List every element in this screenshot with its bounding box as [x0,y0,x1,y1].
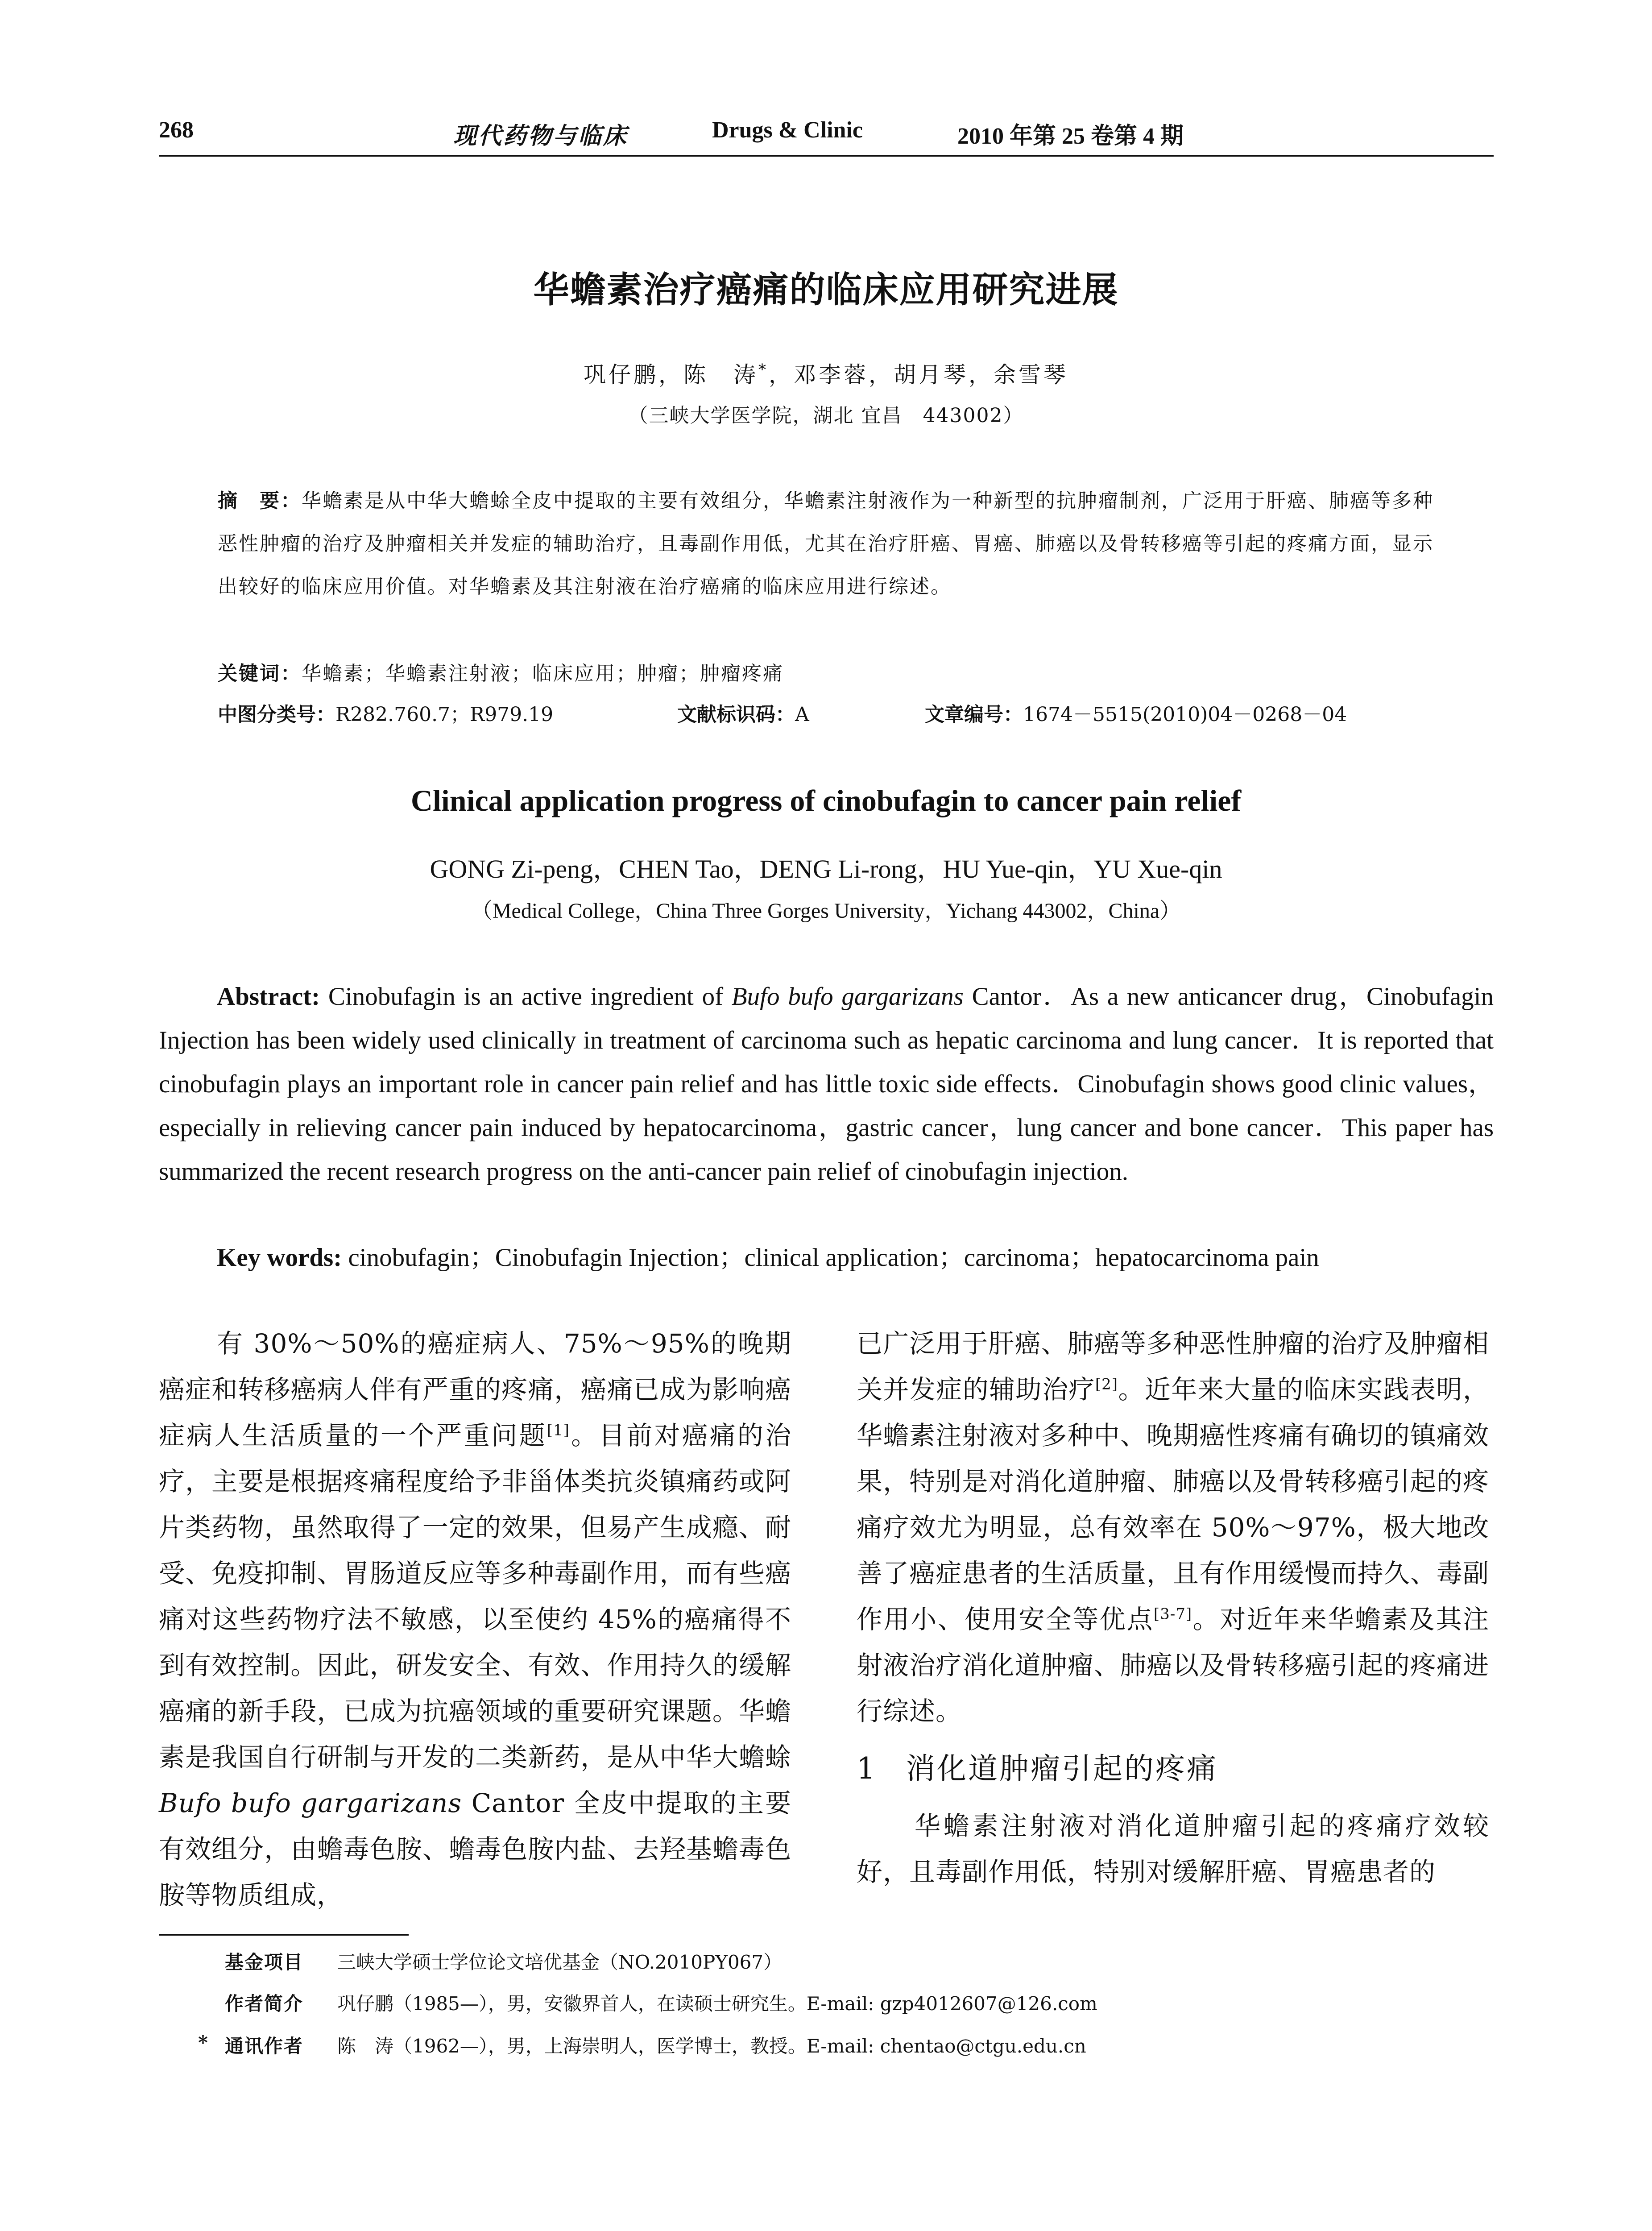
page-number: 268 [159,117,194,143]
authors-cn [0,357,1652,389]
intro-text-c: Cantor 全皮中提取的主要有效组分，由蟾毒色胺、蟾毒色胺内盐、去羟基蟾毒色胺等物质组成， [159,1788,791,1910]
clc-label: 中图分类号： [218,703,335,726]
keywords-cn-text: 华蟾素；华蟾素注射液；临床应用；肿瘤；肿瘤疼痛 [302,662,784,685]
body-column-right [857,1321,1489,1895]
keywords-en-label: Key words: [217,1244,342,1272]
footnote-star: * [198,2032,208,2053]
authors-en: GONG Zi-peng，CHEN Tao，DENG Li-rong，HU Yue-qin，YU Xue-qin [430,854,1222,883]
citation-ref[interactable]: [3-7] [1153,1605,1192,1623]
footnote-text: 三峡大学硕士学位论文培优基金（NO.2010PY067） [337,1951,783,1973]
doc-code-label: 文献标识码： [677,703,795,726]
footnote-text: 巩仔鹏（1985—），男，安徽界首人，在读硕士研究生。E-mail: gzp4012607@126.com [337,1993,1097,2015]
body-column-left [159,1321,791,1918]
issue-info: 2010 年第 25 卷第 4 期 [957,124,1184,149]
intro-text-d: 。近年来大量的临床实践表明，华蟾素注射液对多种中、晚期癌性疼痛有确切的镇痛效果，特别是对消化道肿瘤、肺癌以及骨转移癌引起的疼痛疗效尤为明显，总有效率在 50%～97%，极大地改善了癌症患者的生活质量，且有作用缓慢而持久、毒副作用小、使用安全等优点 [857,1374,1489,1634]
keywords-cn-label: 关键词： [218,662,302,685]
section-heading [857,1740,1489,1798]
intro-text-e: 。对近年来华蟾素及其注射液治疗消化道肿瘤、肺癌以及骨转移癌引起的疼痛进行综述。 [857,1604,1489,1726]
section-number: 1 [857,1751,877,1786]
clc-number [218,698,553,727]
intro-text-c-cont: 已广泛用于肝癌、肺癌等多种恶性肿瘤的治疗及肿瘤相关并发症的辅助治疗 [857,1328,1489,1405]
abstract-cn-text: 华蟾素是从中华大蟾蜍全皮中提取的主要有效组分，华蟾素注射液作为一种新型的抗肿瘤制剂，广泛用于肝癌、肺癌等多种恶性肿瘤的治疗及肿瘤相关并发症的辅助治疗，且毒副作用低，尤其在治疗肝癌、胃癌、肺癌以及骨转移癌等引起的疼痛方面，显示出较好的临床应用价值。对华蟾素及其注射液在治疗癌痛的临床应用进行综述。 [218,489,1434,598]
journal-name-cn: 现代药物与临床 [453,122,629,149]
citation-ref[interactable]: [1] [547,1421,570,1439]
affiliation-en: （Medical College，China Three Gorges University，Yichang 443002，China） [471,899,1181,923]
intro-text-a: 有 30%～50%的癌症病人、75%～95%的晚期癌症和转移癌病人伴有严重的疼痛，癌痛已成为影响癌症病人生活质量的一个严重问题 [159,1328,791,1451]
corresponding-mark: * [758,361,769,379]
species-name: Bufo bufo gargarizans [731,983,964,1011]
section-title: 消化道肿瘤引起的疼痛 [906,1751,1218,1786]
footnote-funding [159,1948,1494,1979]
article-number [925,698,1347,727]
footnote-author-bio [159,1989,1494,2020]
abstract-en [159,975,1494,1194]
affiliation-cn: （三峡大学医学院，湖北 宜昌 443002） [628,404,1024,427]
classification-line [218,698,1467,734]
article-title-en: Clinical application progress of cinobufagin to cancer pain relief [410,784,1242,817]
journal-name-en: Drugs & Clinic [712,117,863,143]
doc-code-value: A [795,703,809,726]
clc-value: R282.760.7；R979.19 [335,703,554,726]
footnote-corresponding [159,2032,1494,2063]
footnote-label: 作者简介 [225,1993,304,2015]
keywords-cn [218,652,1449,695]
footnote-label: 通讯作者 [225,2035,304,2057]
species-name-body: Bufo bufo gargarizans [159,1788,462,1818]
keywords-en-text: cinobufagin；Cinobufagin Injection；clinical application；carcinoma；hepatocarcinoma pain [342,1244,1319,1272]
citation-ref[interactable]: [2] [1095,1375,1118,1393]
author-list-part: 巩仔鹏，陈 涛 [584,362,758,388]
keywords-en [217,1236,1494,1280]
intro-paragraph-cont [857,1321,1489,1734]
author-list-rest: ，邓李蓉，胡月琴，余雪琴 [769,362,1068,388]
article-number-value: 1674－5515(2010)04－0268－04 [1023,703,1347,726]
article-title-cn: 华蟾素治疗癌痛的临床应用研究进展 [533,269,1119,311]
abstract-cn-label: 摘 要： [218,489,302,512]
intro-paragraph [159,1321,791,1918]
section-1-paragraph: 华蟾素注射液对消化道肿瘤引起的疼痛疗效较好，且毒副作用低，特别对缓解肝癌、胃癌患者的 [857,1811,1489,1887]
abstract-cn [218,480,1449,608]
intro-text-b: 。目前对癌痛的治疗，主要是根据疼痛程度给予非甾体类抗炎镇痛药或阿片类药物，虽然取得了一定的效果，但易产生成瘾、耐受、免疫抑制、胃肠道反应等多种毒副作用，而有些癌痛对这些药物疗法不敏感，以至使约 45%的癌痛得不到有效控制。因此，研发安全、有效、作用持久的缓解癌痛的新手段，已成为抗癌领域的重要研究课题。华蟾素是我国自行研制与开发的二类新药，是从中华大蟾蜍 [159,1420,791,1772]
footnote-rule [159,1934,409,1936]
running-header [159,117,1497,153]
header-rule [159,155,1494,157]
article-number-label: 文章编号： [925,703,1023,726]
footnote-label: 基金项目 [225,1951,304,1973]
abstract-en-text-2: Cantor．As a new anticancer drug，Cinobufagin Injection has been widely used clinically in treatment of carcinoma such as hepatic carcinoma and lung cancer．It is reported that cinobufagin plays an important role in cancer pain relief and has little toxic side effects．Cinobufagin shows good clinic values，especially in relieving cancer pain induced by hepatocarcinoma，gastric cancer，lung cancer and bone cancer．This paper has summarized the recent research progress on the anti-cancer pain relief of cinobufagin injection. [159,983,1494,1186]
abstract-en-label: Abstract: [217,983,320,1011]
document-code [677,698,809,727]
abstract-en-text-1: Cinobufagin is an active ingredient of [320,983,732,1011]
footnote-text: 陈 涛（1962—），男，上海崇明人，医学博士，教授。E-mail: chentao@ctgu.edu.cn [337,2035,1086,2057]
